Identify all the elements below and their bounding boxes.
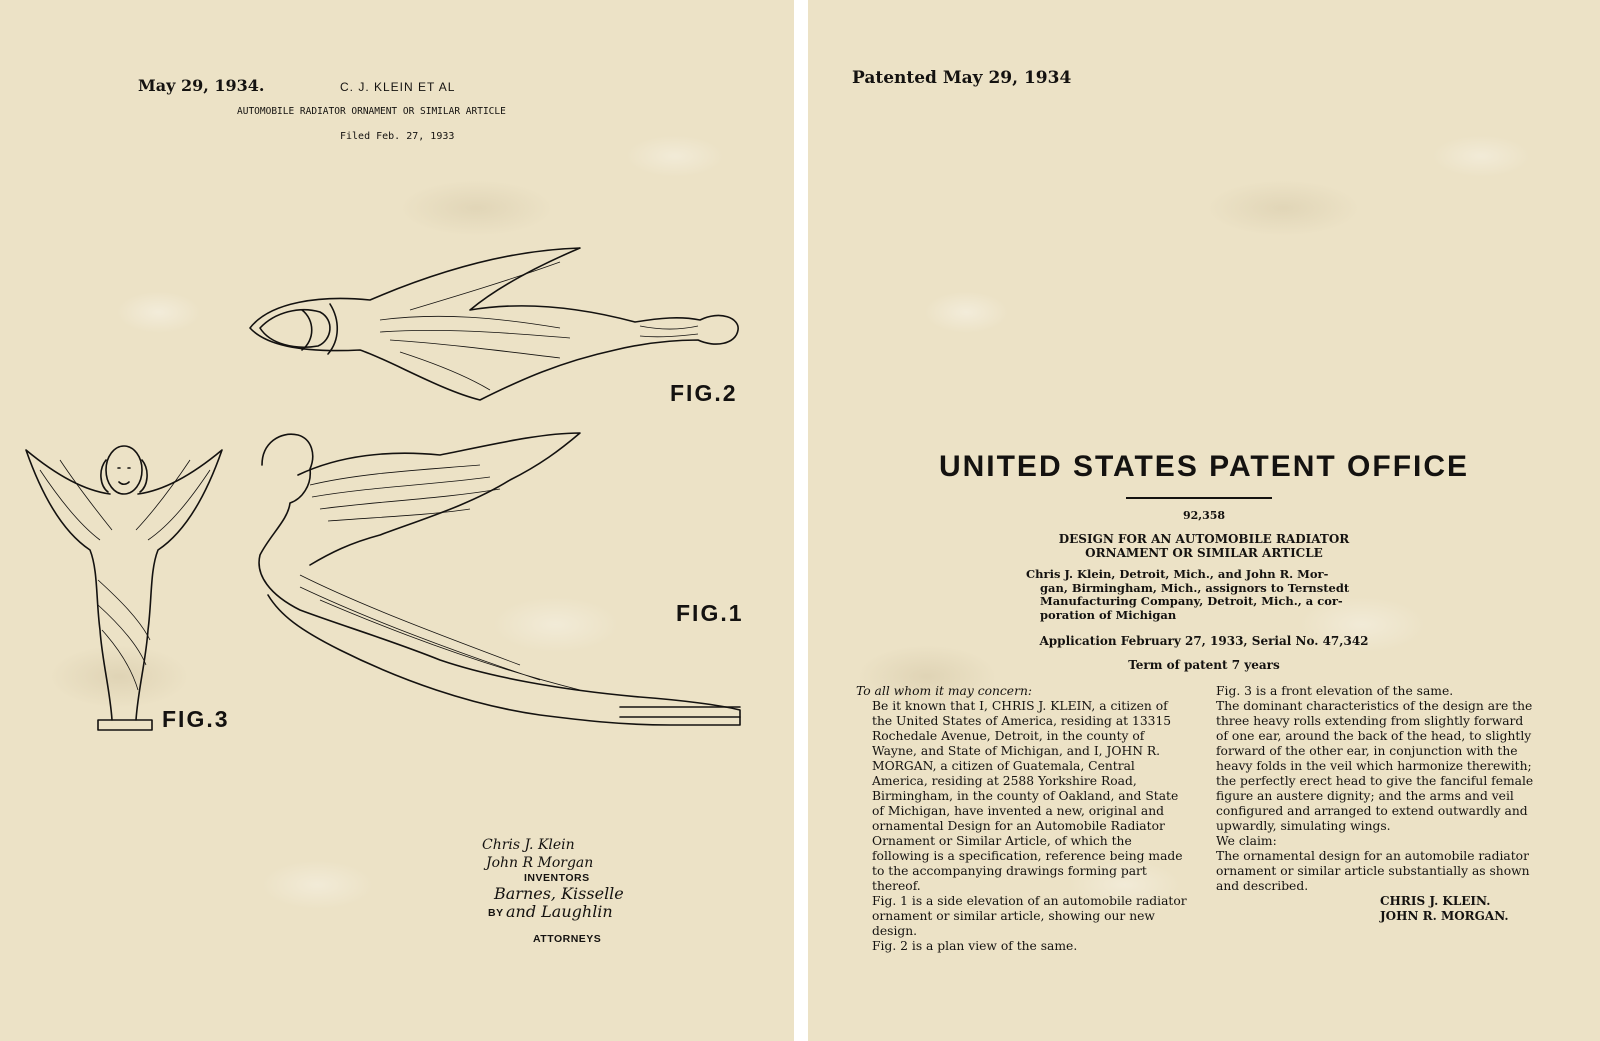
inventor-signature-klein: Chris J. Klein — [482, 837, 575, 853]
heading-rule — [1126, 497, 1272, 499]
by-label: BY — [488, 907, 504, 919]
patent-office-heading: UNITED STATES PATENT OFFICE — [938, 450, 1470, 483]
attorney-signature-2: and Laughlin — [506, 902, 613, 921]
attorneys-caption: ATTORNEYS — [533, 933, 602, 945]
design-title — [808, 532, 1600, 560]
drawing-date: May 29, 1934. — [138, 76, 265, 95]
drawing-applicant: C. J. KLEIN ET AL — [340, 80, 456, 94]
spec-column-1 — [856, 684, 1191, 954]
fig3-front-elevation-drawing — [20, 430, 230, 740]
assignment-line-3: Manufacturing Company, Detroit, Mich., a cor- — [1040, 594, 1343, 608]
signer-klein: CHRIS J. KLEIN. — [1380, 894, 1491, 908]
spec-paragraph: Fig. 2 is a plan view of the same. — [872, 939, 1078, 953]
specification-sheet — [808, 0, 1600, 1041]
claim-text: The ornamental design for an automobile radiator ornament or similar article substantially as shown and described. — [1216, 849, 1530, 893]
spec-paragraph: Fig. 1 is a side elevation of an automobile radiator ornament or similar article, showing our new design. — [872, 894, 1187, 938]
fig3-label: FIG.3 — [162, 706, 230, 732]
salutation: To all whom it may concern: — [856, 684, 1033, 698]
inventors-caption: INVENTORS — [524, 872, 590, 884]
spec-paragraph: Fig. 3 is a front elevation of the same. — [1216, 684, 1454, 698]
fig1-label: FIG.1 — [676, 600, 744, 626]
assignment-line-2: gan, Birmingham, Mich., assignors to Ternstedt — [1040, 580, 1350, 595]
assignment-line-4: poration of Michigan — [1040, 607, 1177, 622]
spec-column-2 — [1200, 684, 1538, 924]
patent-number: 92,358 — [1182, 509, 1226, 522]
signer-morgan: JOHN R. MORGAN. — [1380, 909, 1509, 923]
design-title-line-1: DESIGN FOR AN AUTOMOBILE RADIATOR — [1058, 532, 1350, 546]
claim-intro: We claim: — [1216, 834, 1277, 848]
fig1-side-elevation-drawing — [240, 425, 750, 735]
patented-date: Patented May 29, 1934 — [852, 68, 1072, 88]
drawing-filed-date: Filed Feb. 27, 1933 — [340, 131, 455, 142]
spec-paragraph: Be it known that I, CHRIS J. KLEIN, a citizen of the United States of America, residing at 13315 Rochedale Avenue, Detroit, in the county of Wayne, and State of Michigan, and I, JOHN R. MORGAN, a citizen of Guatemala, Central America, residing at 2588 Yorkshire Road, Birmingham, in the county of Oakland, and State of Michigan, have invented a new, original and ornamental Design for an Automobile Radiator Ornament or Similar Article, of which the following is a specification, reference being made to the accompanying drawings forming part thereof. — [872, 699, 1183, 893]
drawing-sheet — [0, 0, 794, 1041]
term-line: Term of patent 7 years — [1128, 658, 1280, 672]
spec-paragraph: The dominant characteristics of the design are the three heavy rolls extending from slightly forward of one ear, around the back of the head, to slightly forward of the other ear, in conjunction with the heavy folds in the veil which harmonize therewith; the perfectly erect head to give the fanciful female figure an austere dignity; and the arms and veil configured and arranged to extend outwardly and upwardly, simulating wings. — [1216, 699, 1534, 833]
application-line: Application February 27, 1933, Serial No. 47,342 — [1039, 634, 1369, 648]
inventor-signature-morgan: John R Morgan — [486, 855, 594, 871]
fig2-label: FIG.2 — [670, 380, 738, 406]
design-title-line-2: ORNAMENT OR SIMILAR ARTICLE — [1085, 546, 1323, 560]
attorney-signature-1: Barnes, Kisselle — [494, 884, 624, 903]
assignment-line-1: Chris J. Klein, Detroit, Mich., and John R. Mor- — [1026, 567, 1329, 581]
assignment-block — [1026, 568, 1366, 622]
drawing-title: AUTOMOBILE RADIATOR ORNAMENT OR SIMILAR ARTICLE — [237, 106, 506, 117]
